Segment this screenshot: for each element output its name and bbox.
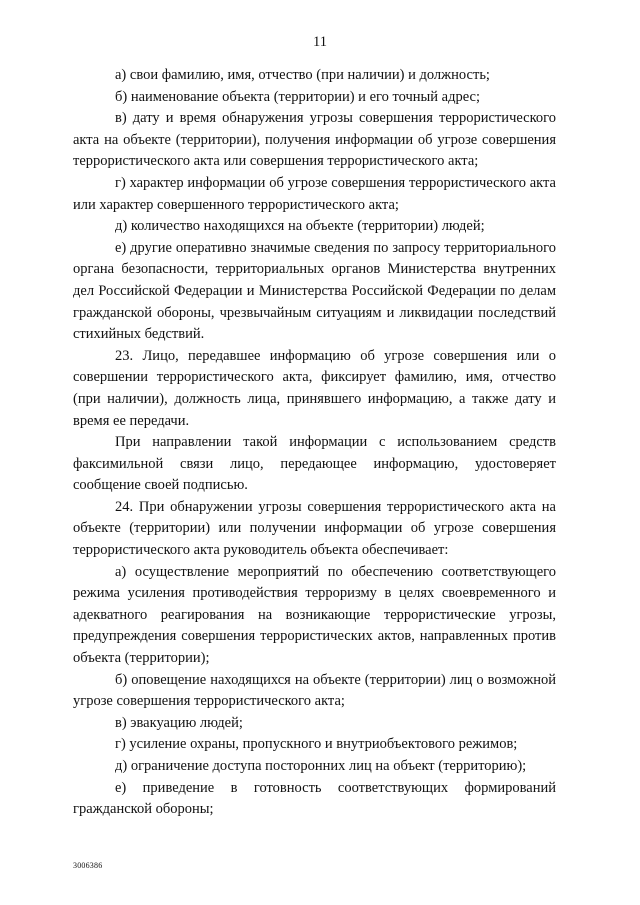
paragraph-item-g-nature-of-information: г) характер информации об угрозе совершения террористического акта или характер совершенного террористического акта; xyxy=(73,174,556,213)
paragraph-fax-transmission: При направлении такой информации с использованием средств факсимильной связи лицо, передающее информацию, удостоверяет сообщение своей подписью. xyxy=(73,434,556,494)
document-code: 3006386 xyxy=(73,861,103,870)
page-number: 11 xyxy=(313,34,327,50)
paragraph-item-d-number-of-people: д) количество находящихся на объекте (территории) людей; xyxy=(115,218,485,235)
paragraph-item-b-object-address: б) наименование объекта (территории) и его точный адрес; xyxy=(115,88,480,105)
paragraph-item-d-access-restriction: д) ограничение доступа посторонних лиц на объект (территорию); xyxy=(115,758,527,774)
paragraph-item-g-security-reinforcement: г) усиление охраны, пропускного и внутриобъектового режимов; xyxy=(115,736,518,753)
paragraph-clause-24: 24. При обнаружении угрозы совершения террористического акта на объекте (территории) или получении информации об угрозе совершения террористического акта руководитель объекта обеспечивает: xyxy=(73,498,556,559)
paragraph-clause-23: 23. Лицо, передавшее информацию об угрозе совершения или о совершении террористического акта, фиксирует фамилию, имя, отчество (при наличии), должность лица, принявшего информацию, а также дату и время ее передачи. xyxy=(73,347,556,429)
document-body xyxy=(73,65,556,821)
paragraph-item-a-measures: а) осуществление мероприятий по обеспечению соответствующего режима усиления противодействия терроризму в целях своевременного и адекватного реагирования на возникающие террористические угрозы, предупреждения совершения террористических актов, направленных против объекта (территории); xyxy=(73,563,556,667)
paragraph-item-v-evacuation: в) эвакуацию людей; xyxy=(115,714,243,731)
paragraph-item-b-notification: б) оповещение находящихся на объекте (территории) лиц о возможной угрозе совершения террористического акта; xyxy=(73,671,556,710)
paragraph-item-e-civil-defense-readiness: е) приведение в готовность соответствующих формирований гражданской обороны; xyxy=(73,779,556,818)
paragraph-item-v-date-time: в) дату и время обнаружения угрозы совершения террористического акта на объекте (территории), получения информации об угрозе совершения террористического акта или совершения террористического акта; xyxy=(73,110,556,170)
paragraph-item-a-name: а) свои фамилию, имя, отчество (при наличии) и должность; xyxy=(115,67,490,83)
paragraph-item-e-other-information: е) другие оперативно значимые сведения по запросу территориального органа безопасности, территориальных органов Министерства внутренних дел Российской Федерации и Министерства Российской Федерации по делам гражданской обороны, чрезвычайным ситуациям и ликвидации последствий стихийных бедствий. xyxy=(73,239,556,343)
